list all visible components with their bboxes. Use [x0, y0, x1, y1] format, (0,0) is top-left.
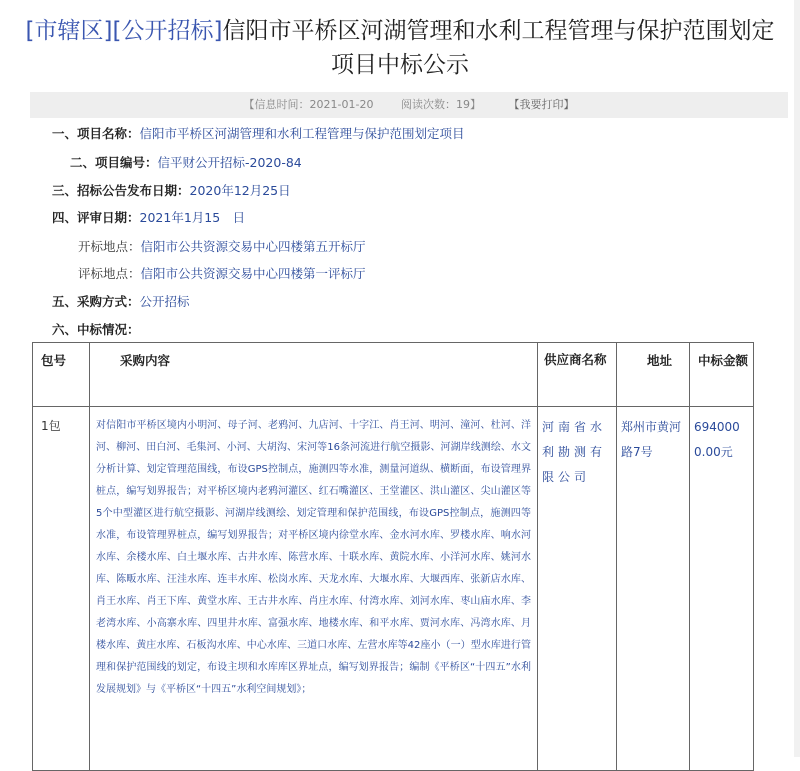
header-package: 包号 — [33, 343, 90, 407]
header-content: 采购内容 — [90, 343, 538, 407]
project-name-row — [52, 124, 465, 144]
region-tag[interactable]: [市辖区] — [25, 18, 113, 44]
info-bar — [30, 92, 788, 118]
page-title — [20, 14, 780, 82]
table-row — [33, 407, 754, 771]
category-tag[interactable]: [公开招标] — [112, 18, 223, 44]
review-date-label: 四、评审日期： — [52, 210, 140, 225]
project-name-value: 信阳市平桥区河湖管理和水利工程管理与保护范围划定项目 — [139, 126, 465, 141]
cell-supplier: 河南省水利勘测有限公司 — [538, 407, 617, 771]
table-header-row — [33, 343, 754, 407]
award-status-label: 六、中标情况： — [52, 322, 140, 337]
cell-content: 对信阳市平桥区境内小明河、母子河、老鸦河、九店河、十字江、肖王河、明河、潼河、杜河、洋河、柳河、田白河、毛集河、小河、大胡沟、宋河等16条河流进行航空摄影、河湖岸线测绘、水文分析计算、划定管理范围线，布设GPS控制点，施测四等水准，测量河道纵、横断面，布设管理界桩点，编写划界报告；对平桥区境内老鸦河灌区、红石嘴灌区、王堂灌区、洪山灌区、尖山灌区等5个中型灌区进行航空摄影、河湖岸线测绘、划定管理和保护范围线，布设GPS控制点，施测四等水准，布设管理界桩点，编写划界报告；对平桥区境内徐堂水库、金水河水库、罗楼水库、响水河水库、余楼水库、白土堰水库、古井水库、陈营水库、十联水库、黄院水库、小洋河水库、姚河水库、陈畈水库、汪洼水库、连丰水库、松岗水库、天龙水库、大堰水库、大堰西库、张新店水库、肖王水库、肖王下库、黄堂水库、王古井水库、肖庄水库、付湾水库、刘河水库、枣山庙水库、李老湾水库、小高寨水库、四里井水库、富强水库、地楼水库、和平水库、贾河水库、冯湾水库、月楼水库、黄庄水库、石板沟水库、中心水库、三道口水库、左营水库等42座小（一）型水库进行管理和保护范围线的划定，布设主坝和水库库区界址点，编写划界报告；编制《平桥区“十四五”水利发展规划》与《平桥区“十四五”水利空间规划》； — [90, 407, 538, 771]
header-supplier: 供应商名称 — [538, 343, 617, 407]
cell-package: 1包 — [33, 407, 90, 771]
project-number-row — [70, 153, 302, 173]
purchase-method-label: 五、采购方式： — [52, 294, 140, 309]
title-text: 信阳市平桥区河湖管理和水利工程管理与保护范围划定项目中标公示 — [222, 18, 775, 78]
announce-date-value: 2020年12月25日 — [189, 183, 291, 198]
project-name-label: 一、项目名称： — [52, 126, 140, 141]
evaluation-location-value: 信阳市公共资源交易中心四楼第一评标厅 — [140, 266, 366, 281]
header-address: 地址 — [617, 343, 690, 407]
header-amount: 中标金额 — [690, 343, 754, 407]
opening-location-label: 开标地点： — [78, 239, 141, 254]
cell-amount: 6940000.00元 — [690, 407, 754, 771]
review-date-value: 2021年1月15 日 — [139, 210, 246, 225]
review-date-row — [52, 208, 245, 228]
vertical-scrollbar[interactable] — [794, 0, 800, 757]
announce-date-row — [52, 181, 291, 201]
announce-date-label: 三、招标公告发布日期： — [52, 183, 190, 198]
cell-address: 郑州市黄河路7号 — [617, 407, 690, 771]
purchase-method-row — [52, 292, 190, 312]
award-status-row — [52, 320, 140, 340]
print-link[interactable]: 【我要打印】 — [508, 98, 575, 111]
info-time: 【信息时间：2021-01-20 — [243, 98, 374, 111]
read-count: 阅读次数：19】 — [400, 98, 481, 111]
purchase-method-value: 公开招标 — [139, 294, 190, 309]
evaluation-location-row — [78, 264, 366, 284]
opening-location-value: 信阳市公共资源交易中心四楼第五开标厅 — [140, 239, 366, 254]
project-number-label: 二、项目编号： — [70, 155, 158, 170]
award-table — [32, 342, 754, 771]
evaluation-location-label: 评标地点： — [78, 266, 141, 281]
project-number-value: 信平财公开招标-2020-84 — [157, 155, 302, 170]
opening-location-row — [78, 237, 366, 257]
